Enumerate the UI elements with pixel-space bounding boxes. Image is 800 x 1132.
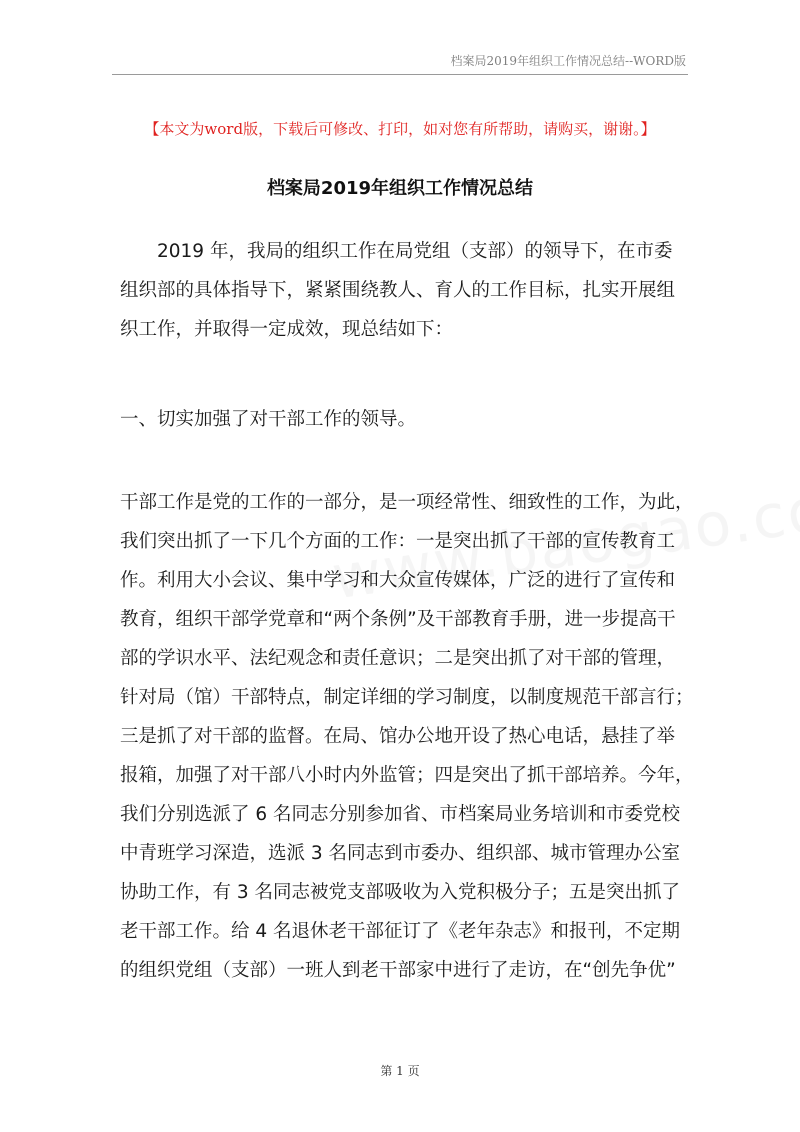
purchase-notice: 【本文为word版，下载后可修改、打印，如对您有所帮助，请购买，谢谢。】 <box>144 120 656 138</box>
paragraph-line: 针对局（馆）干部特点，制定详细的学习制度，以制度规范干部言行； <box>120 687 694 708</box>
running-header: 档案局2019年组织工作情况总结--WORD版 <box>450 54 686 68</box>
paragraph-line: 我们突出抓了一下几个方面的工作：一是突出抓了干部的宣传教育工 <box>120 531 676 552</box>
document-title: 档案局2019年组织工作情况总结 <box>266 178 534 199</box>
paragraph-line: 织工作，并取得一定成效，现总结如下： <box>120 319 454 340</box>
intro-paragraph <box>120 232 690 349</box>
paragraph-line: 教育，组织干部学党章和“两个条例”及干部教育手册，进一步提高干 <box>120 609 676 630</box>
paragraph-line: 三是抓了对干部的监督。在局、馆办公地开设了热心电话，悬挂了举 <box>120 726 676 747</box>
section1-paragraph <box>120 483 694 990</box>
paragraph-line: 老干部工作。给 4 名退休老干部征订了《老年杂志》和报刊，不定期 <box>120 921 681 942</box>
paragraph-line: 干部工作是党的工作的一部分，是一项经常性、细致性的工作，为此， <box>120 492 694 513</box>
paragraph-line: 协助工作，有 3 名同志被党支部吸收为入党积极分子；五是突出抓了 <box>120 882 681 903</box>
header-divider <box>112 74 688 75</box>
paragraph-line: 的组织党组（支部）一班人到老干部家中进行了走访，在“创先争优” <box>120 960 676 981</box>
section-heading-1: 一、切实加强了对干部工作的领导。 <box>120 409 417 430</box>
paragraph-line: 作。利用大小会议、集中学习和大众宣传媒体，广泛的进行了宣传和 <box>120 570 676 591</box>
paragraph-line: 报箱，加强了对干部八小时内外监管；四是突出了抓干部培养。今年， <box>120 765 694 786</box>
page-number: 第 1 页 <box>380 1064 420 1078</box>
paragraph-line: 部的学识水平、法纪观念和责任意识；二是突出抓了对干部的管理， <box>120 648 676 669</box>
paragraph-line: 2019 年，我局的组织工作在局党组（支部）的领导下，在市委 <box>120 241 673 262</box>
paragraph-line: 组织部的具体指导下，紧紧围绕教人、育人的工作目标，扎实开展组 <box>120 280 676 301</box>
paragraph-line: 中青班学习深造，选派 3 名同志到市委办、组织部、城市管理办公室 <box>120 843 681 864</box>
paragraph-line: 我们分别选派了 6 名同志分别参加省、市档案局业务培训和市委党校 <box>120 804 681 825</box>
